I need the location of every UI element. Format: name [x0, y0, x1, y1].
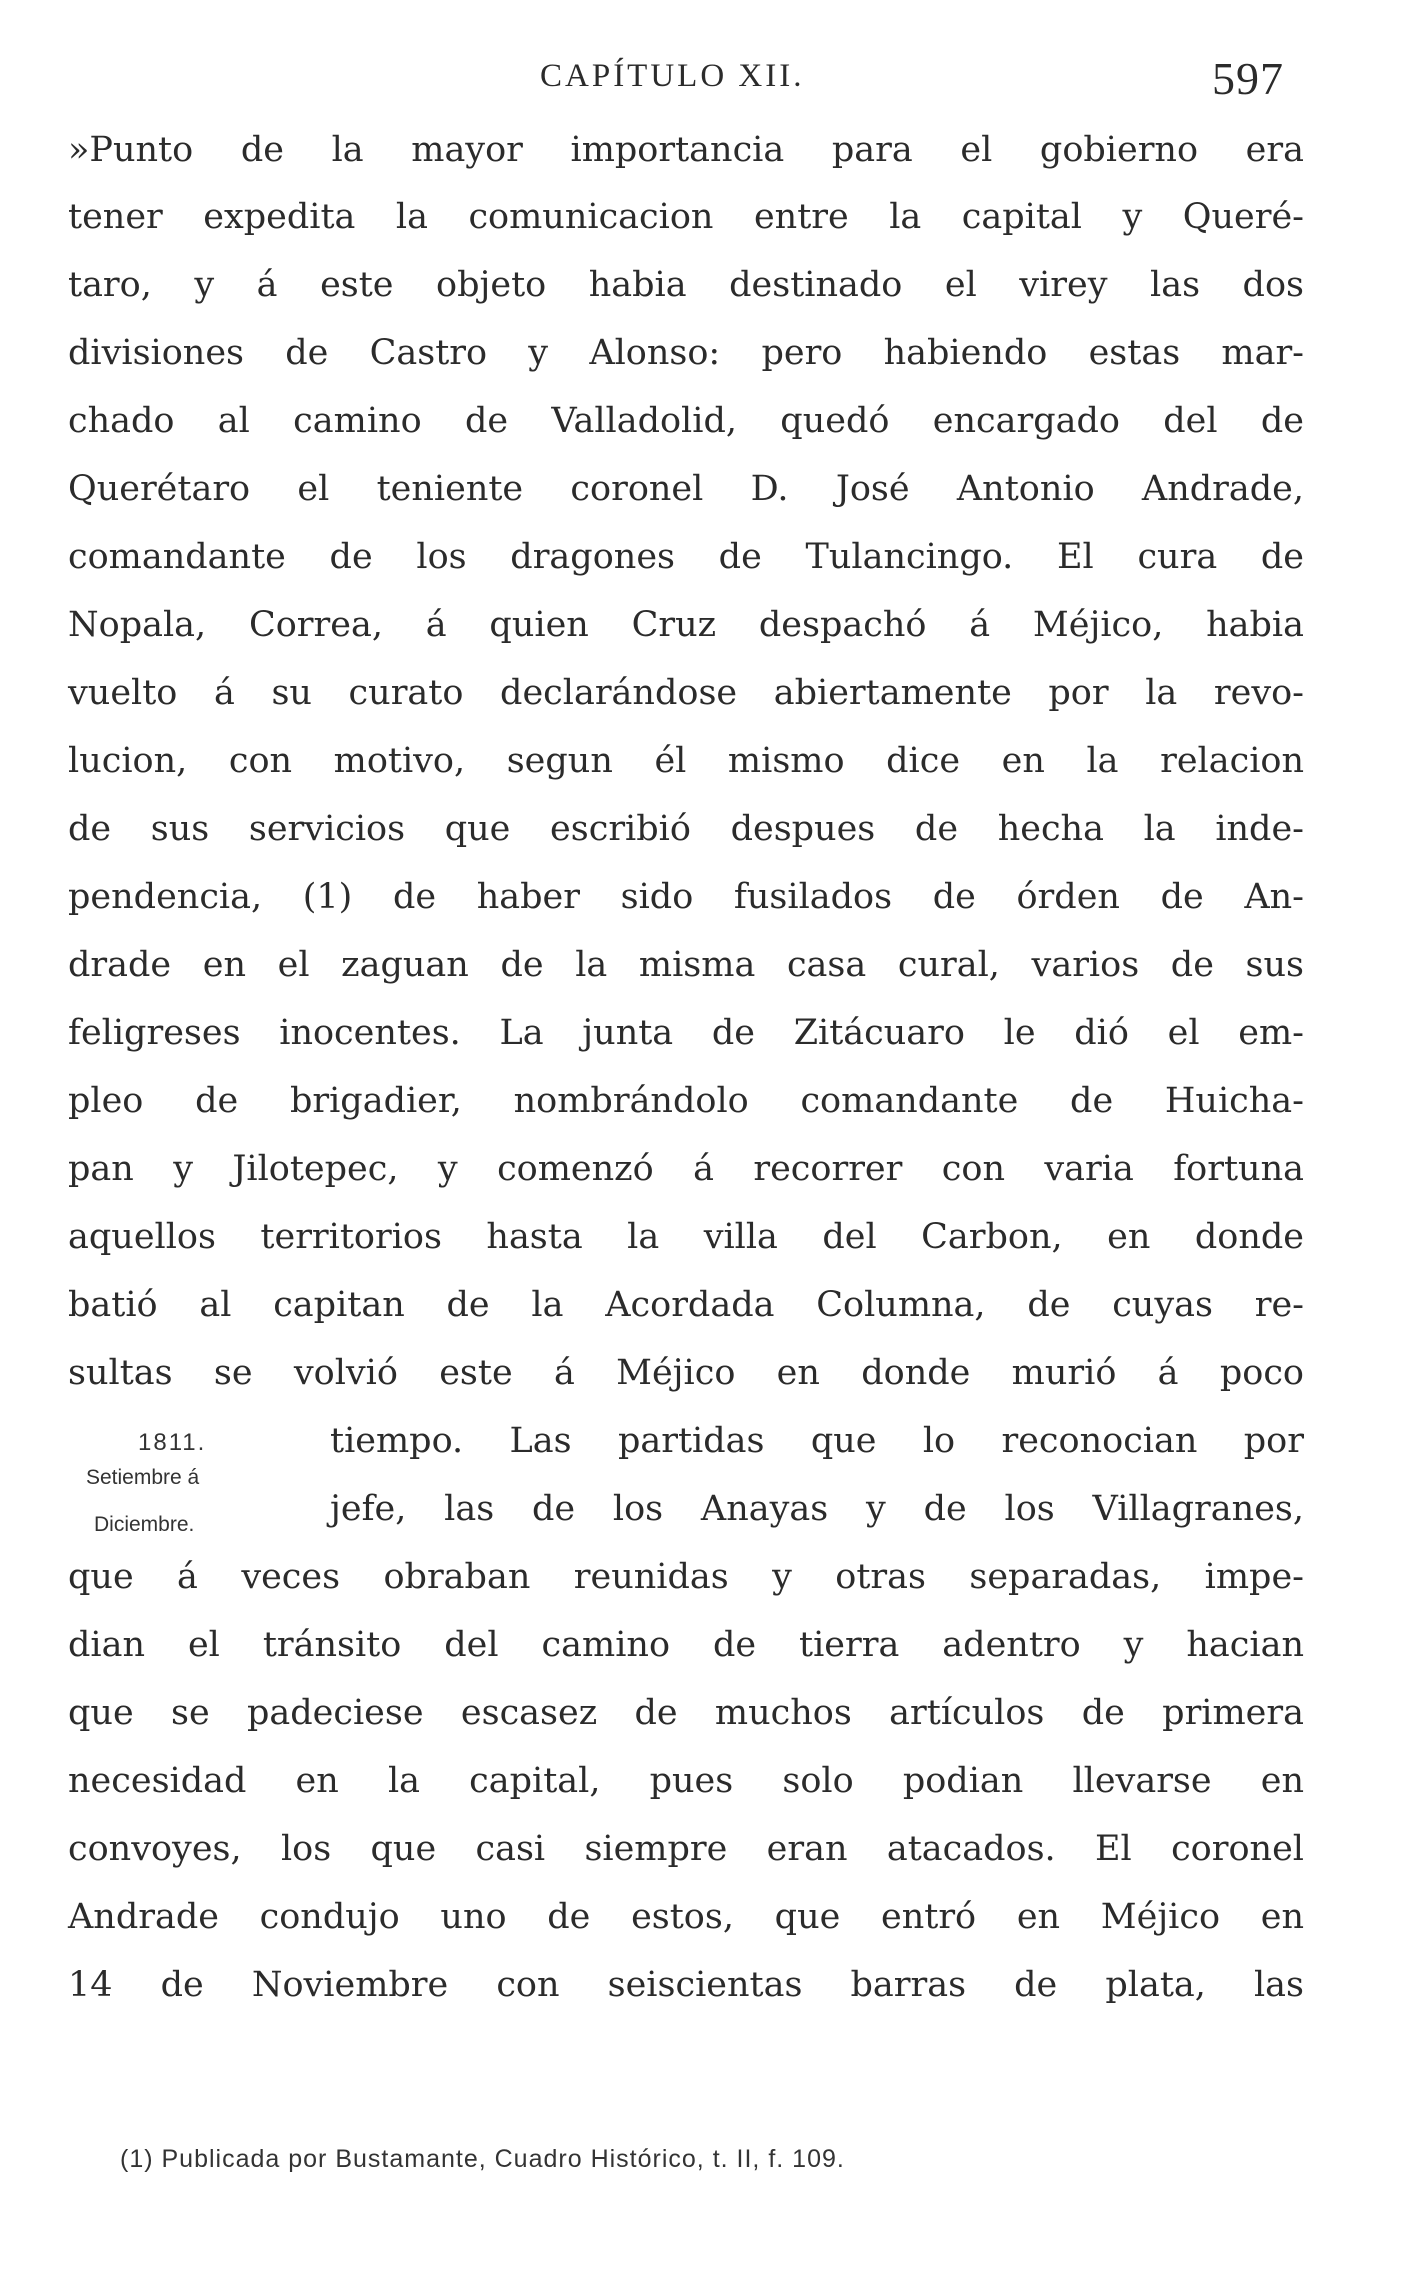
text-line: aquellos territorios hasta la villa del Carbon, en donde — [68, 1217, 1304, 1257]
text-line: necesidad en la capital, pues solo podian llevarse en — [68, 1761, 1304, 1801]
text-line: batió al capitan de la Acordada Columna, de cuyas re- — [68, 1285, 1304, 1325]
text-line: pleo de brigadier, nombrándolo comandante de Huicha- — [68, 1081, 1304, 1121]
running-head: CAPÍTULO XII. — [540, 58, 805, 94]
text-line: pendencia, (1) de haber sido fusilados de órden de An- — [68, 877, 1304, 917]
text-line: vuelto á su curato declarándose abiertamente por la revo- — [68, 673, 1304, 713]
text-line: 14 de Noviembre con seiscientas barras de plata, las — [68, 1965, 1304, 2005]
text-line: sultas se volvió este á Méjico en donde murió á poco — [68, 1353, 1304, 1393]
page-number: 597 — [1212, 53, 1284, 104]
text-line: »Punto de la mayor importancia para el gobierno era — [68, 130, 1304, 170]
text-line: taro, y á este objeto habia destinado el virey las dos — [68, 265, 1304, 305]
text-line: feligreses inocentes. La junta de Zitácuaro le dió el em- — [68, 1013, 1304, 1053]
text-line: Querétaro el teniente coronel D. José Antonio Andrade, — [68, 469, 1304, 509]
text-line: pan y Jilotepec, y comenzó á recorrer con varia fortuna — [68, 1149, 1304, 1189]
text-line: Andrade condujo uno de estos, que entró en Méjico en — [68, 1897, 1304, 1937]
text-line: tiempo. Las partidas que lo reconocian por — [330, 1421, 1304, 1461]
text-line: dian el tránsito del camino de tierra adentro y hacian — [68, 1625, 1304, 1665]
text-line: drade en el zaguan de la misma casa cural, varios de sus — [68, 945, 1304, 985]
page-header — [0, 52, 1414, 112]
text-line: convoyes, los que casi siempre eran atacados. El coronel — [68, 1829, 1304, 1869]
text-line: tener expedita la comunicacion entre la capital y Queré- — [68, 197, 1304, 237]
text-line: que á veces obraban reunidas y otras separadas, impe- — [68, 1557, 1304, 1597]
text-line: de sus servicios que escribió despues de hecha la inde- — [68, 809, 1304, 849]
margin-note-year: 1811. — [138, 1429, 207, 1456]
margin-note-line: Diciembre. — [94, 1513, 195, 1536]
text-line: lucion, con motivo, segun él mismo dice en la relacion — [68, 741, 1304, 781]
text-line: jefe, las de los Anayas y de los Villagranes, — [330, 1489, 1304, 1529]
margin-note-line: Setiembre á — [86, 1466, 200, 1489]
text-line: Nopala, Correa, á quien Cruz despachó á Méjico, habia — [68, 605, 1304, 645]
text-line: chado al camino de Valladolid, quedó encargado del de — [68, 401, 1304, 441]
text-line: que se padeciese escasez de muchos artículos de primera — [68, 1693, 1304, 1733]
footnote: (1) Publicada por Bustamante, Cuadro Histórico, t. II, f. 109. — [120, 2145, 845, 2173]
text-line: comandante de los dragones de Tulancingo. El cura de — [68, 537, 1304, 577]
text-line: divisiones de Castro y Alonso: pero habiendo estas mar- — [68, 333, 1304, 373]
